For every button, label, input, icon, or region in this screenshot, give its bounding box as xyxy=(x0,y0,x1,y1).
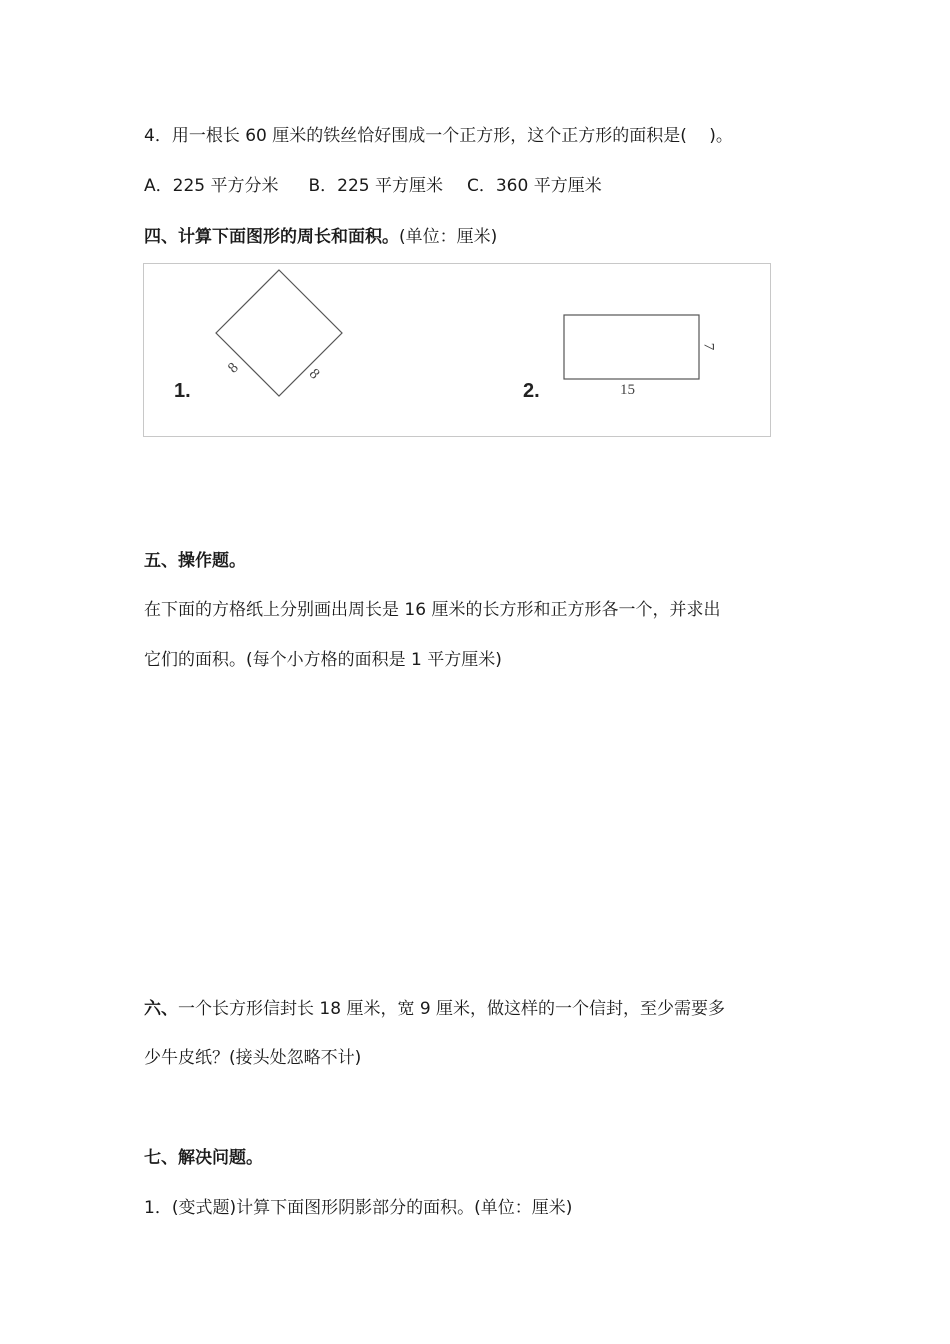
section-7-question-1: 1．(变式题)计算下面图形阴影部分的面积。(单位：厘米) xyxy=(144,1198,573,1218)
section-6-title: 六、 xyxy=(144,999,178,1019)
section-6-line-2: 少牛皮纸？(接头处忽略不计) xyxy=(144,1048,362,1068)
option-c: C．360 平方厘米 xyxy=(467,176,602,196)
figure-1-square xyxy=(216,270,342,396)
section-4-heading xyxy=(144,225,497,249)
figure-box xyxy=(143,263,771,437)
figures-svg xyxy=(144,264,772,438)
question-4-text: 4．用一根长 60 厘米的铁丝恰好围成一个正方形，这个正方形的面积是( )。 xyxy=(144,126,733,146)
section-5-line-2: 它们的面积。(每个小方格的面积是 1 平方厘米) xyxy=(144,650,502,670)
figure-2-rectangle xyxy=(564,315,699,379)
option-a: A．225 平方分米 xyxy=(144,176,279,196)
question-4-options xyxy=(144,174,602,198)
figure-2-width-label: 15 xyxy=(620,382,635,398)
section-5-title: 五、操作题。 xyxy=(144,551,246,571)
figure-2-height-label: 7 xyxy=(700,342,717,351)
figure-1-left-side-label: 8 xyxy=(225,359,242,377)
figure-2-number: 2. xyxy=(523,380,540,402)
section-5-line-1: 在下面的方格纸上分别画出周长是 16 厘米的长方形和正方形各一个，并求出 xyxy=(144,600,721,620)
section-6-line-1-row xyxy=(144,997,725,1021)
section-4-title: 四、计算下面图形的周长和面积。 xyxy=(144,227,399,247)
option-b: B．225 平方厘米 xyxy=(308,176,443,196)
figure-1-number: 1. xyxy=(174,380,191,402)
section-7-title: 七、解决问题。 xyxy=(144,1148,263,1168)
section-4-unit-note: (单位：厘米) xyxy=(399,227,498,247)
figure-1-right-side-label: 8 xyxy=(305,365,323,383)
section-6-line-1: 一个长方形信封长 18 厘米，宽 9 厘米，做这样的一个信封，至少需要多 xyxy=(178,999,726,1019)
